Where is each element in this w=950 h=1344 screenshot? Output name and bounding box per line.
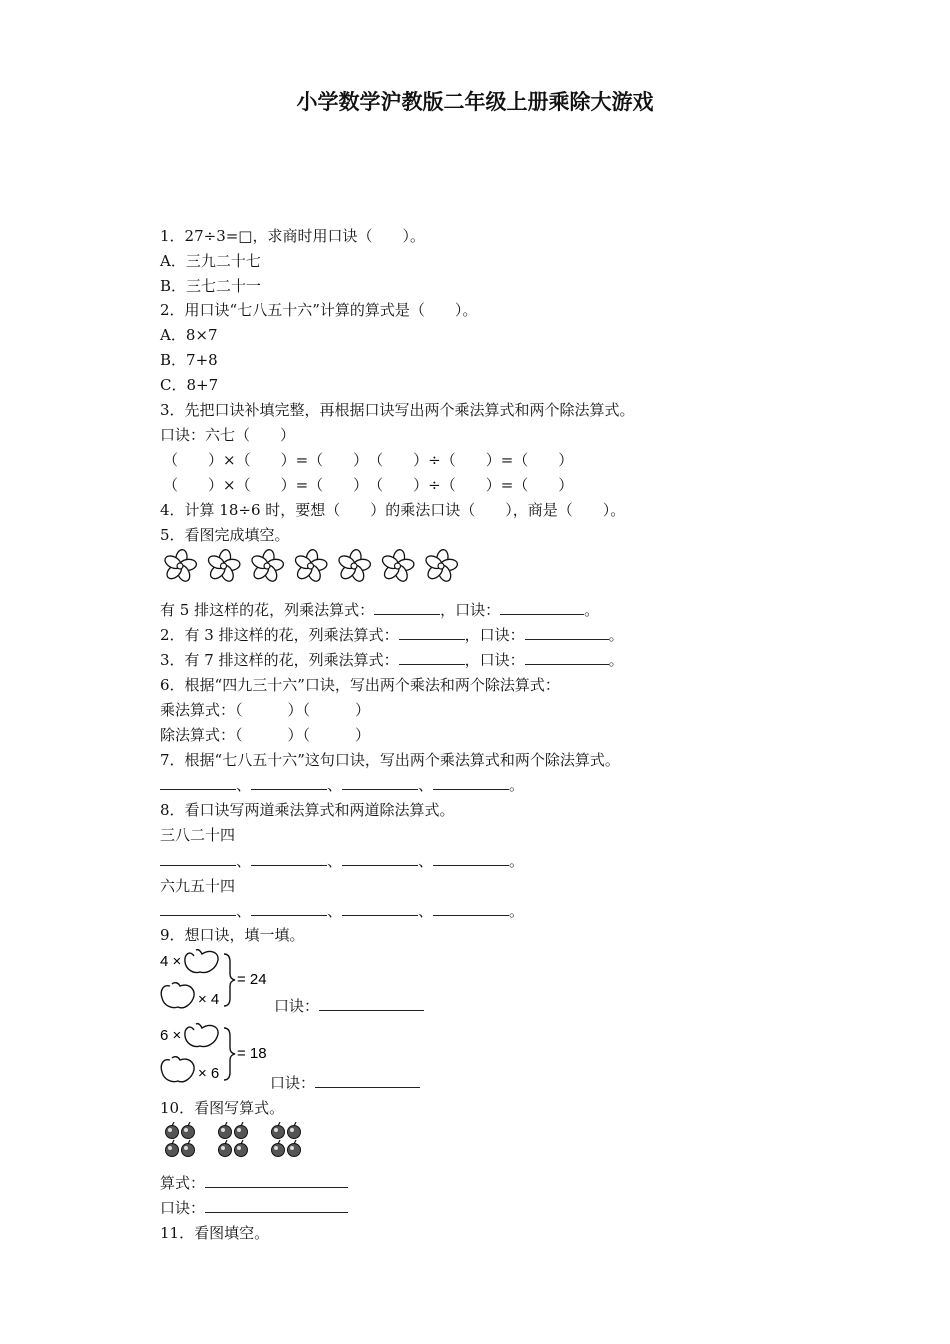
answer-blank[interactable]	[160, 901, 236, 916]
line-text: ，口诀：	[440, 601, 501, 619]
separator: 、	[236, 852, 252, 870]
question-3-stem: 3．先把口诀补填完整，再根据口诀写出两个乘法算式和两个除法算式。	[160, 401, 635, 419]
brace-icon	[224, 1028, 235, 1080]
answer-blank[interactable]	[342, 775, 418, 790]
answer-blank[interactable]	[399, 625, 465, 640]
fruit-body	[166, 1144, 179, 1157]
fruit-body	[235, 1144, 248, 1157]
question-3-rhyme: 口诀：六七（ ）	[160, 426, 296, 444]
figure-2-top-factor: 6 ×	[160, 1027, 182, 1044]
answer-blank[interactable]	[251, 775, 327, 790]
formula-label: 算式：	[160, 1174, 206, 1192]
fruit-body	[288, 1144, 301, 1157]
flower-center	[177, 563, 183, 569]
question-9-rhyme-2	[270, 1073, 420, 1093]
apple-equation-figure-1	[158, 946, 268, 1012]
question-10-stem: 10．看图写算式。	[160, 1099, 285, 1117]
fruit-icon	[235, 1140, 248, 1157]
fruit-groups-svg	[160, 1122, 330, 1162]
fruit-groups-figure	[160, 1122, 330, 1162]
answer-blank[interactable]	[160, 851, 236, 866]
answer-blank[interactable]	[399, 650, 465, 665]
fruit-highlight	[184, 1128, 188, 1132]
apple-icon[interactable]	[161, 983, 194, 1008]
line-text: 2．有 3 排这样的花，列乘法算式：	[160, 626, 399, 644]
question-2-stem: 2．用口诀“七八五十六”计算的算式是（ ）。	[160, 301, 478, 319]
flower-icon	[424, 549, 458, 583]
question-5-line-3	[160, 650, 624, 670]
question-5-line-2	[160, 625, 624, 645]
question-2-option-c: C．8+7	[160, 376, 219, 394]
fruit-icon	[166, 1122, 179, 1139]
fruit-icon	[272, 1140, 285, 1157]
fruit-highlight	[290, 1146, 294, 1150]
question-8-stem: 8．看口诀写两道乘法算式和两道除法算式。	[160, 801, 455, 819]
apple-icon[interactable]	[185, 950, 218, 973]
separator: 、	[236, 902, 252, 920]
answer-blank[interactable]	[525, 650, 609, 665]
answer-blank[interactable]	[205, 1198, 348, 1213]
separator: 、	[418, 902, 434, 920]
fruit-body	[166, 1126, 179, 1139]
fruit-highlight	[221, 1146, 225, 1150]
question-8-blanks-2	[160, 901, 524, 921]
answer-blank[interactable]	[205, 1173, 348, 1188]
fruit-highlight	[274, 1128, 278, 1132]
answer-blank[interactable]	[374, 600, 440, 615]
rhyme-label: 口诀：	[274, 997, 320, 1015]
flower-icon	[250, 549, 284, 583]
question-11-stem: 11．看图填空。	[160, 1224, 270, 1242]
fruit-icon	[219, 1122, 232, 1139]
line-text: ，口诀：	[464, 626, 525, 644]
line-end: 。	[608, 651, 624, 669]
fruit-icon	[288, 1140, 301, 1157]
flower-icon	[206, 549, 240, 583]
fruit-body	[219, 1126, 232, 1139]
apple-equation-figure-2	[158, 1020, 268, 1086]
fruit-highlight	[184, 1146, 188, 1150]
fruit-body	[288, 1126, 301, 1139]
line-end: 。	[509, 902, 525, 920]
line-end: 。	[584, 601, 600, 619]
question-1-option-a: A．三九二十七	[160, 252, 261, 270]
question-8-blanks-1	[160, 851, 524, 871]
answer-blank[interactable]	[319, 996, 424, 1011]
answer-blank[interactable]	[160, 775, 236, 790]
flower-center	[438, 563, 444, 569]
answer-blank[interactable]	[251, 851, 327, 866]
fruit-body	[182, 1126, 195, 1139]
fruit-icon	[182, 1140, 195, 1157]
question-10-rhyme	[160, 1198, 348, 1218]
answer-blank[interactable]	[251, 901, 327, 916]
fruit-body	[219, 1144, 232, 1157]
fruit-icon	[272, 1122, 285, 1139]
question-5-line-1	[160, 600, 599, 620]
flower-center	[221, 563, 227, 569]
line-end: 。	[509, 852, 525, 870]
question-8-rhyme-1: 三八二十四	[160, 826, 236, 844]
question-6-multiplication: 乘法算式：（ ）（ ）	[160, 701, 371, 719]
figure-1-result: = 24	[237, 971, 267, 988]
question-9-rhyme-1	[274, 996, 424, 1016]
flower-icon	[380, 549, 414, 583]
flower-center	[395, 563, 401, 569]
figure-2-result: = 18	[237, 1045, 267, 1062]
figure-1-bottom-factor: × 4	[198, 991, 220, 1008]
flower-row-svg	[160, 548, 470, 584]
fruit-icon	[182, 1122, 195, 1139]
line-text: 3．有 7 排这样的花，列乘法算式：	[160, 651, 399, 669]
question-1-stem: 1．27÷3=□，求商时用口诀（ ）。	[160, 227, 425, 245]
question-9-stem: 9．想口诀，填一填。	[160, 926, 305, 944]
rhyme-label: 口诀：	[270, 1074, 316, 1092]
question-10-formula	[160, 1173, 348, 1193]
fruit-highlight	[237, 1128, 241, 1132]
fruit-highlight	[221, 1128, 225, 1132]
flower-icon	[337, 549, 371, 583]
fruit-body	[272, 1126, 285, 1139]
question-6-stem: 6．根据“四九三十六”口诀，写出两个乘法和两个除法算式：	[160, 676, 560, 694]
question-3-row-2: （ ）×（ ）=（ ） （ ）÷（ ）=（ ）	[163, 476, 574, 494]
flower-center	[264, 563, 270, 569]
line-text: ，口诀：	[464, 651, 525, 669]
fruit-highlight	[168, 1146, 172, 1150]
fruit-highlight	[290, 1128, 294, 1132]
fruit-icon	[288, 1122, 301, 1139]
answer-blank[interactable]	[525, 625, 609, 640]
fruit-highlight	[237, 1146, 241, 1150]
question-2-option-a: A．8×7	[160, 326, 218, 344]
separator: 、	[418, 852, 434, 870]
answer-blank[interactable]	[342, 901, 418, 916]
question-6-division: 除法算式：（ ）（ ）	[160, 726, 371, 744]
flower-icon	[163, 549, 197, 583]
line-text: 有 5 排这样的花，列乘法算式：	[160, 601, 375, 619]
flower-center	[351, 563, 357, 569]
fruit-icon	[219, 1140, 232, 1157]
flower-center	[308, 563, 314, 569]
question-3-row-1: （ ）×（ ）=（ ） （ ）÷（ ）=（ ）	[163, 451, 574, 469]
question-4-stem: 4．计算 18÷6 时，要想（ ）的乘法口诀（ ），商是（ ）。	[160, 501, 626, 519]
question-5-stem: 5．看图完成填空。	[160, 526, 290, 544]
fruit-highlight	[274, 1146, 278, 1150]
separator: 、	[236, 776, 252, 794]
separator: 、	[327, 776, 343, 794]
answer-blank[interactable]	[315, 1073, 420, 1088]
figure-1-top-factor: 4 ×	[160, 953, 182, 970]
fruit-body	[235, 1126, 248, 1139]
rhyme-label: 口诀：	[160, 1199, 206, 1217]
answer-blank[interactable]	[342, 851, 418, 866]
separator: 、	[327, 902, 343, 920]
fruit-icon	[235, 1122, 248, 1139]
figure-2-bottom-factor: × 6	[198, 1065, 220, 1082]
fruit-body	[272, 1144, 285, 1157]
answer-blank[interactable]	[433, 901, 509, 916]
flower-row-figure	[160, 548, 470, 584]
fruit-icon	[166, 1140, 179, 1157]
answer-blank[interactable]	[433, 851, 509, 866]
fruit-body	[182, 1144, 195, 1157]
question-2-option-b: B．7+8	[160, 351, 218, 369]
brace-icon	[224, 954, 235, 1006]
line-end: 。	[608, 626, 624, 644]
question-7-blanks	[160, 775, 524, 795]
answer-blank[interactable]	[500, 600, 584, 615]
flower-icon	[293, 549, 327, 583]
answer-blank[interactable]	[433, 775, 509, 790]
page-title: 小学数学沪教版二年级上册乘除大游戏	[296, 90, 654, 114]
line-end: 。	[509, 776, 525, 794]
question-8-rhyme-2: 六九五十四	[160, 877, 236, 895]
fruit-highlight	[168, 1128, 172, 1132]
separator: 、	[327, 852, 343, 870]
apple-icon[interactable]	[161, 1057, 194, 1082]
apple-icon[interactable]	[185, 1024, 218, 1047]
question-7-stem: 7．根据“七八五十六”这句口诀，写出两个乘法算式和两个除法算式。	[160, 751, 620, 769]
separator: 、	[418, 776, 434, 794]
question-1-option-b: B．三七二十一	[160, 277, 262, 295]
